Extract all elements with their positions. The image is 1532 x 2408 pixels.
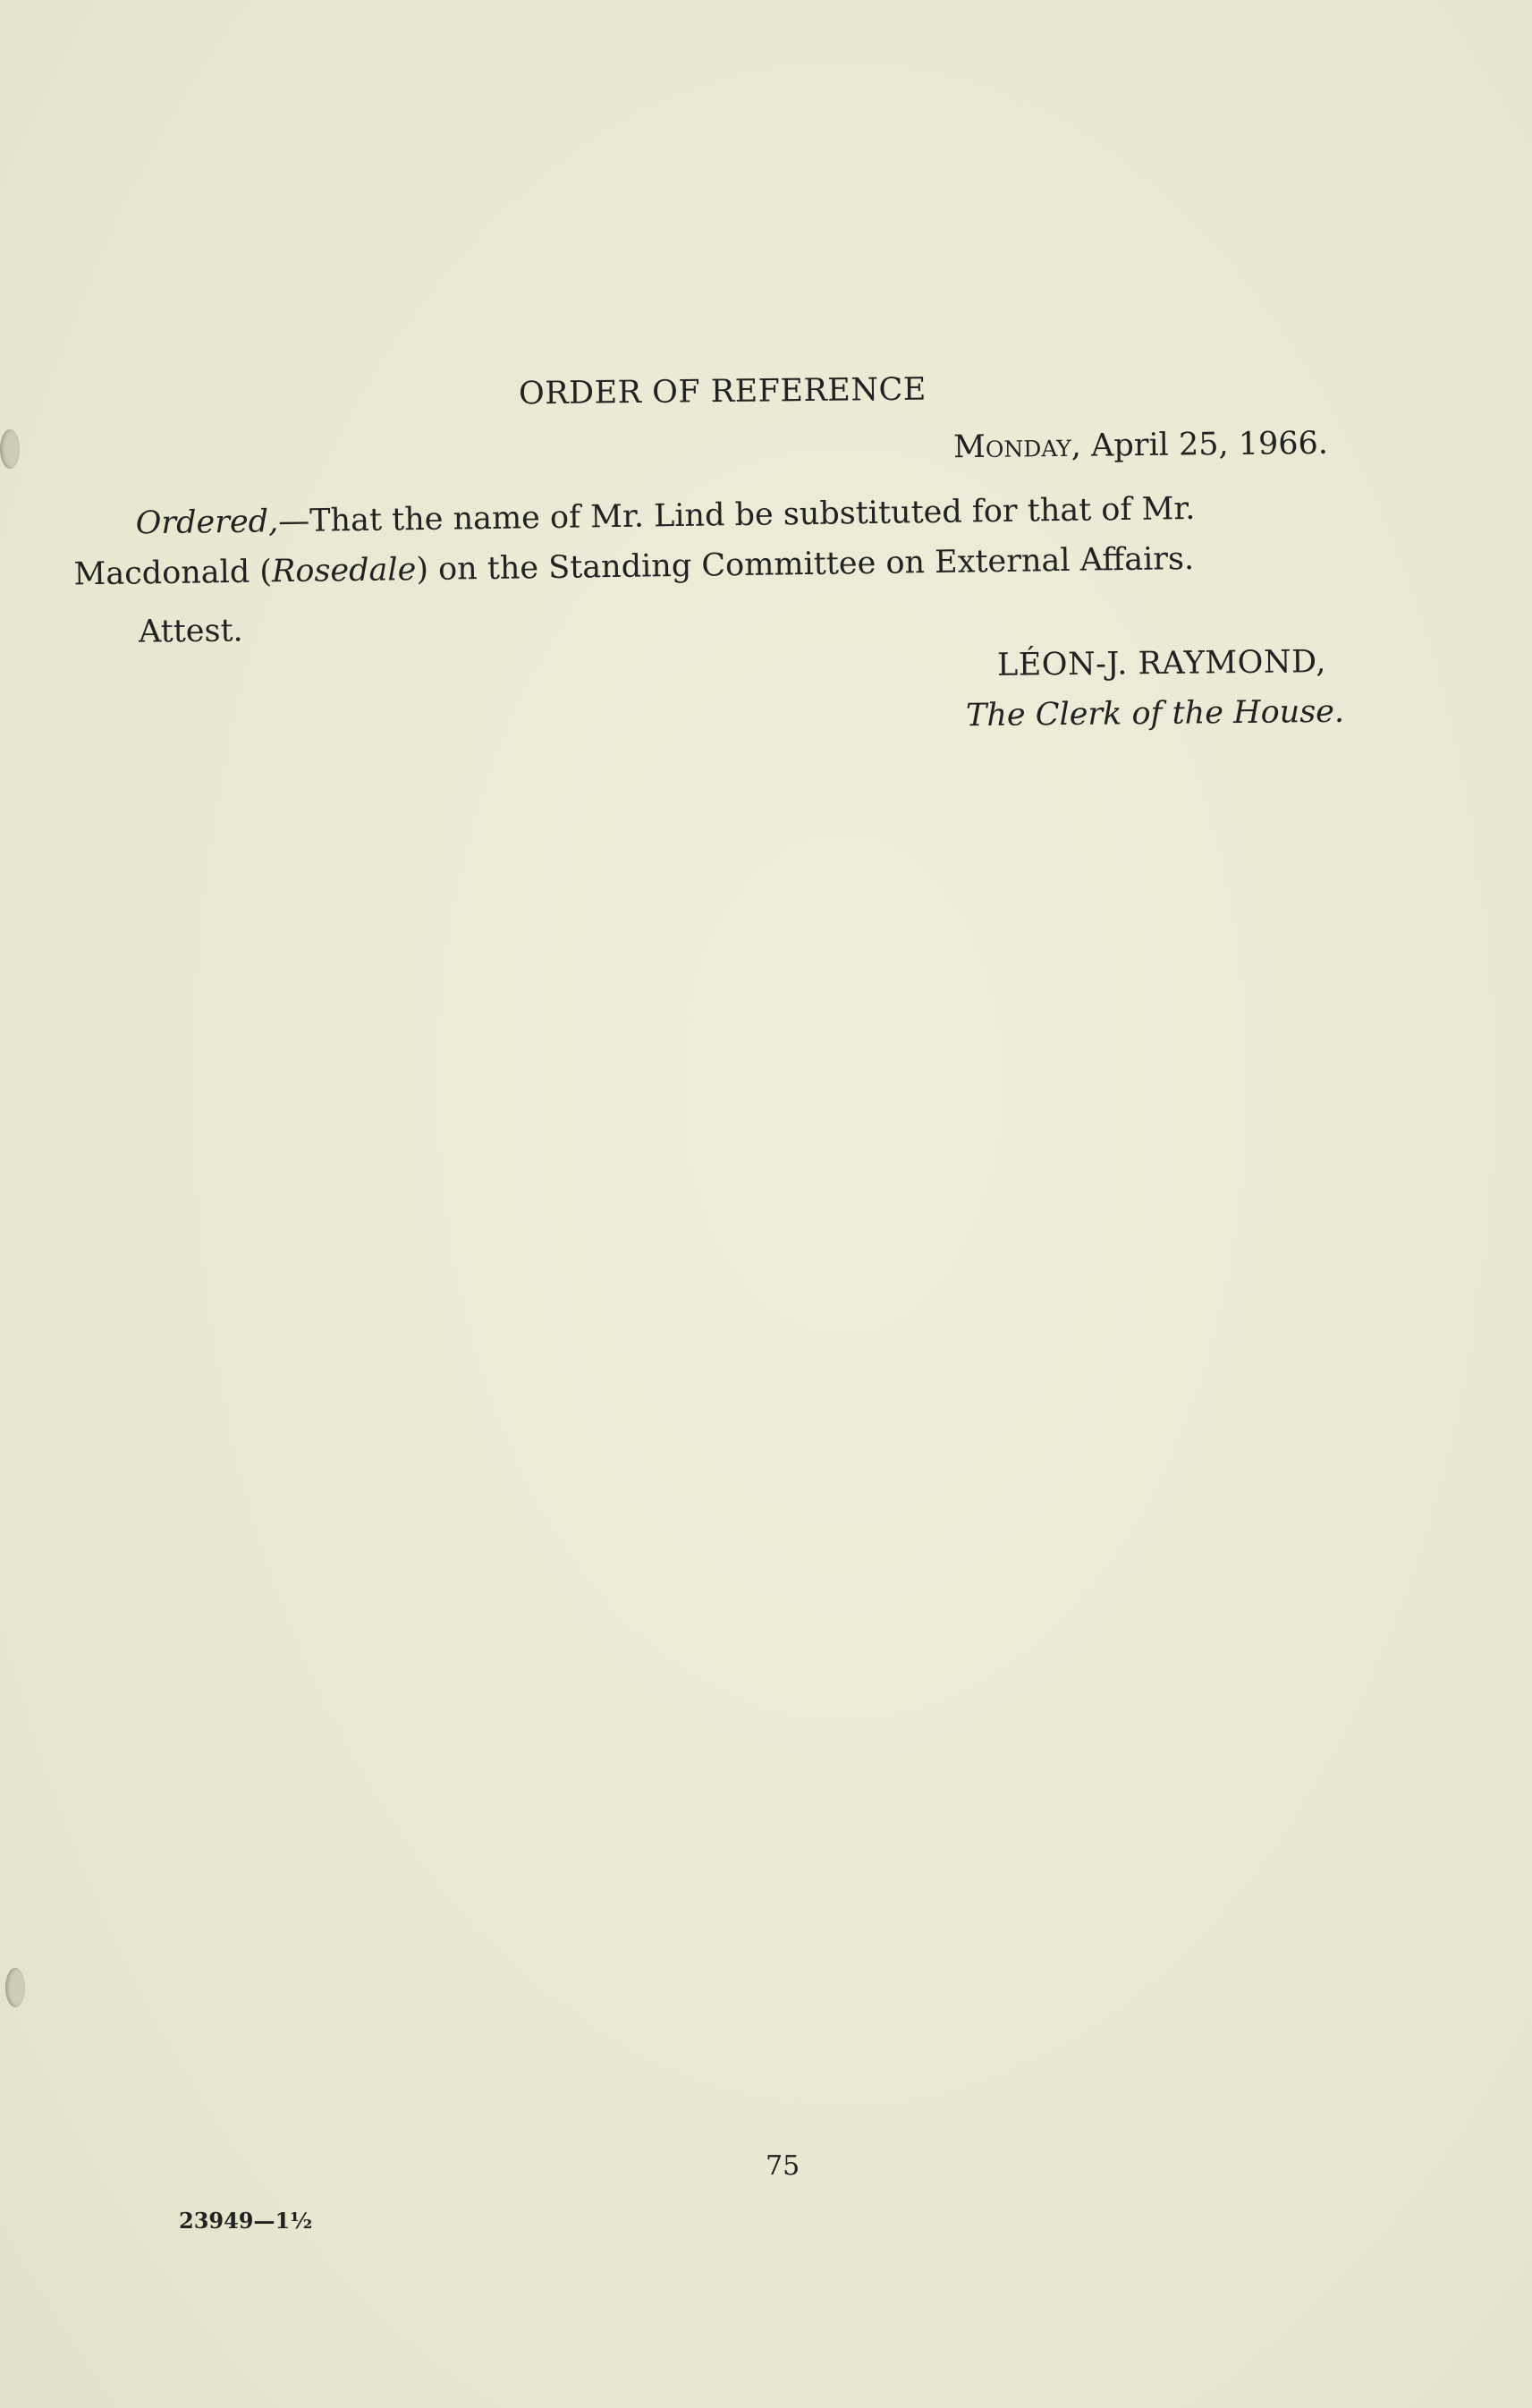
- date-day: Monday: [952, 428, 1072, 466]
- attest-line: Attest.: [138, 613, 243, 650]
- page-number: 75: [766, 2150, 800, 2182]
- binding-hole: [0, 429, 20, 469]
- order-paragraph: [72, 481, 1406, 600]
- date-rest: , April 25, 1966.: [1071, 425, 1329, 464]
- order-heading: ORDER OF REFERENCE: [518, 371, 927, 412]
- order-riding: Rosedale: [271, 552, 417, 590]
- signatory-title: The Clerk of the House.: [965, 693, 1345, 734]
- signatory-name: LÉON-J. RAYMOND,: [996, 644, 1327, 683]
- dateline: [953, 426, 1328, 465]
- order-text-1: —That the name of Mr. Lind be substituted for that of Mr.: [277, 490, 1196, 540]
- order-lead: Ordered,: [135, 504, 279, 542]
- order-text-2b: ) on the Standing Committee on External Affairs.: [416, 540, 1195, 589]
- print-code: 23949—1½: [179, 2208, 313, 2234]
- binding-hole: [5, 1968, 25, 2007]
- order-text-2a: Macdonald (: [73, 554, 273, 593]
